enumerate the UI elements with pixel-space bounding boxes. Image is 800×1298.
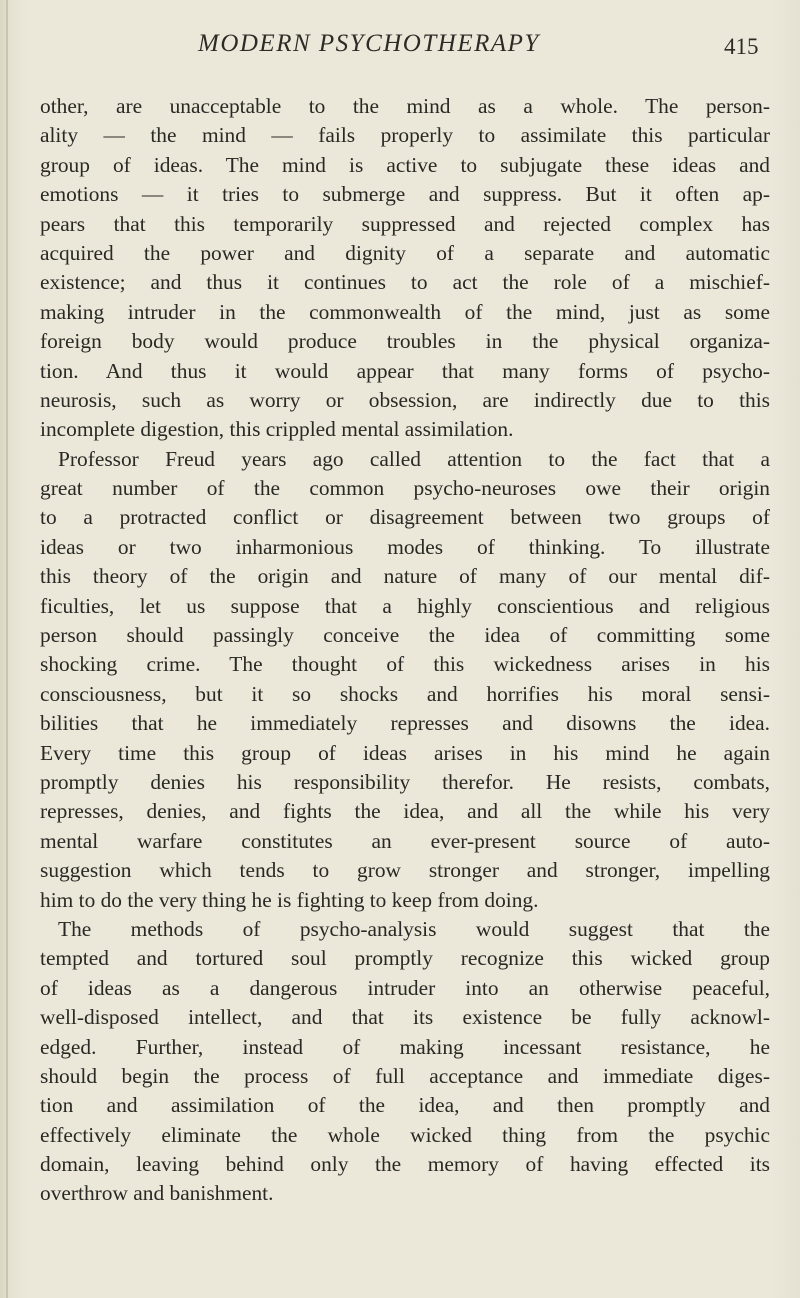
text-line: Professor Freud years ago called attention to the fact that a [58,446,770,471]
text-line: promptly denies his responsibility therefor. He resists, combats, [40,769,770,794]
text-line: consciousness, but it so shocks and horrifies his moral sensi- [40,681,770,706]
text-line: tempted and tortured soul promptly recognize this wicked group [40,946,770,971]
text-line: well-disposed intellect, and that its existence be fully acknowl- [40,1005,770,1030]
running-head [0,30,800,66]
text-line: mental warfare constitutes an ever-present source of auto- [40,828,770,853]
text-line: of ideas as a dangerous intruder into an otherwise peaceful, [40,975,770,1000]
text-line: effectively eliminate the whole wicked thing from the psychic [40,1122,770,1147]
text-line: pears that this temporarily suppressed and rejected complex has [40,211,770,236]
page-number: 415 [724,34,759,59]
text-line: bilities that he immediately represses and disowns the idea. [40,711,770,736]
text-line: ficulties, let us suppose that a highly conscientious and religious [40,593,770,618]
body-text [40,92,770,1209]
text-line: tion and assimilation of the idea, and then promptly and [40,1093,770,1118]
text-line: overthrow and banishment. [40,1181,274,1206]
text-line: person should passingly conceive the idea of committing some [40,623,770,648]
text-line: to a protracted conflict or disagreement between two groups of [40,505,770,530]
text-line: The methods of psycho-analysis would suggest that the [58,916,770,941]
text-line: acquired the power and dignity of a separate and automatic [40,240,770,265]
text-line: neurosis, such as worry or obsession, are indirectly due to this [40,387,770,412]
text-line: this theory of the origin and nature of many of our mental dif- [40,564,770,589]
text-line: great number of the common psycho-neuroses owe their origin [40,476,770,501]
text-line: foreign body would produce troubles in the physical organiza- [40,329,770,354]
running-head-title: MODERN PSYCHOTHERAPY [198,30,540,57]
text-line: domain, leaving behind only the memory of having effected its [40,1152,770,1177]
text-line: shocking crime. The thought of this wickedness arises in his [40,652,770,677]
text-line: existence; and thus it continues to act the role of a mischief- [40,270,770,295]
page-gutter [6,0,8,1298]
text-line: incomplete digestion, this crippled mental assimilation. [40,417,514,442]
text-line: represses, denies, and fights the idea, and all the while his very [40,799,770,824]
text-line: emotions — it tries to submerge and suppress. But it often ap- [40,182,770,207]
text-line: should begin the process of full acceptance and immediate diges- [40,1063,770,1088]
text-line: other, are unacceptable to the mind as a whole. The person- [40,94,770,118]
text-line: suggestion which tends to grow stronger and stronger, impelling [40,858,770,883]
text-line: group of ideas. The mind is active to subjugate these ideas and [40,152,770,177]
text-line: making intruder in the commonwealth of the mind, just as some [40,299,770,324]
text-line: tion. And thus it would appear that many forms of psycho- [40,358,770,383]
text-line: Every time this group of ideas arises in his mind he again [40,740,770,765]
text-line: edged. Further, instead of making incessant resistance, he [40,1034,770,1059]
text-line: ality — the mind — fails properly to assimilate this particular [40,123,770,148]
text-line: him to do the very thing he is fighting to keep from doing. [40,887,539,912]
text-line: ideas or two inharmonious modes of thinking. To illustrate [40,534,770,559]
